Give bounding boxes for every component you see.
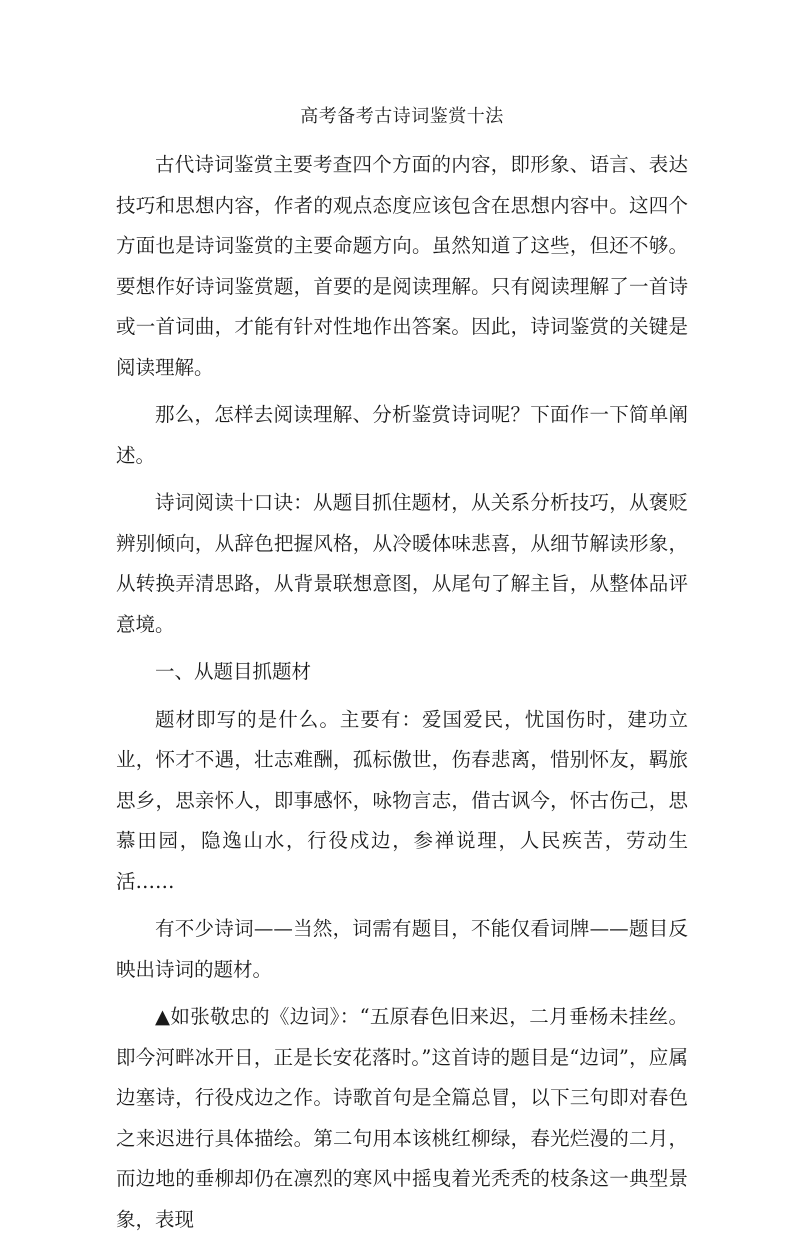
paragraph-title-note: 有不少诗词——当然，词需有题目，不能仅看词牌——题目反映出诗词的题材。 bbox=[116, 917, 688, 981]
paragraph-themes: 题材即写的是什么。主要有：爱国爱民，忧国伤时，建功立业，怀才不遇，壮志难酬，孤标傲世，伤春悲离，惜别怀友，羁旅思乡，思亲怀人，即事感怀，咏物言志，借古讽今，怀古伤己，思慕田园，隐逸山水，行役戍边，参禅说理，人民疾苦，劳动生活…… bbox=[116, 707, 688, 893]
document-page bbox=[116, 103, 688, 1247]
document-title: 高考备考古诗词鉴赏十法 bbox=[300, 106, 504, 127]
paragraph-intro: 古代诗词鉴赏主要考查四个方面的内容，即形象、语言、表达技巧和思想内容，作者的观点态度应该包含在思想内容中。这四个方面也是诗词鉴赏的主要命题方向。虽然知道了这些，但还不够。要想作好诗词鉴赏题，首要的是阅读理解。只有阅读理解了一首诗或一首词曲，才能有针对性地作出答案。因此，诗词鉴赏的关键是阅读理解。 bbox=[116, 153, 688, 379]
paragraph-question: 那么，怎样去阅读理解、分析鉴赏诗词呢？下面作一下简单阐述。 bbox=[116, 403, 688, 467]
paragraph-example: ▲如张敬忠的《边词》：“五原春色旧来迟，二月垂杨未挂丝。即今河畔冰开日，正是长安花落时。”这首诗的题目是“边词”，应属边塞诗，行役戍边之作。诗歌首句是全篇总冒，以下三句即对春色之来迟进行具体描绘。第二句用本该桃红柳绿，春光烂漫的二月，而边地的垂柳却仍在凛烈的寒风中摇曳着光秃秃的枝条这一典型景象，表现 bbox=[116, 1005, 688, 1231]
paragraph-mnemonic: 诗词阅读十口诀：从题目抓住题材，从关系分析技巧，从褒贬辨别倾向，从辞色把握风格，从冷暖体味悲喜，从细节解读形象，从转换弄清思路，从背景联想意图，从尾句了解主旨，从整体品评意境。 bbox=[116, 491, 688, 636]
section-heading: 一、从题目抓题材 bbox=[155, 660, 312, 683]
